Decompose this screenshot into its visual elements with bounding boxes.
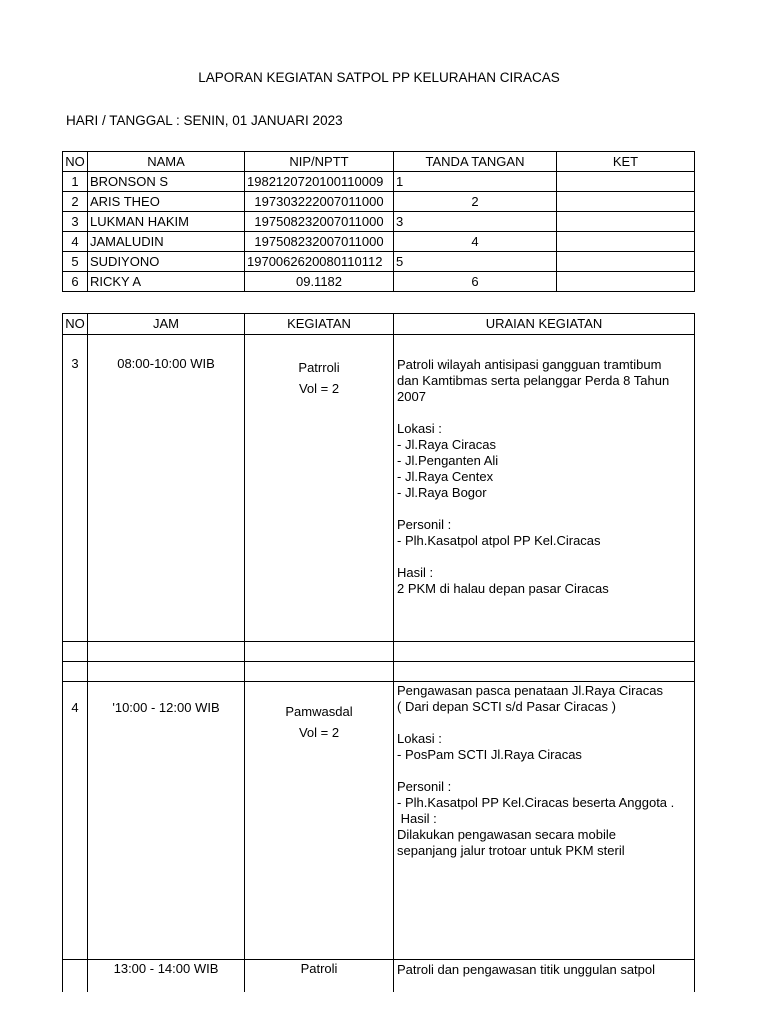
table-row	[63, 272, 695, 292]
uraian-line: 2007	[397, 389, 426, 404]
activity-kegiatan: Patroli	[300, 961, 338, 976]
uraian-line: - Jl.Penganten Ali	[397, 453, 499, 468]
table-row	[63, 232, 695, 252]
uraian-line: Personil :	[397, 517, 452, 532]
activity-no-cell	[63, 335, 88, 642]
activity-uraian-cell	[394, 682, 695, 960]
row-nip: 1970062620080110112	[245, 252, 394, 272]
activity-header-row	[63, 314, 695, 335]
header-jam: JAM	[88, 314, 245, 335]
activity-jam-cell	[88, 682, 245, 960]
row-ket	[557, 272, 695, 292]
activity-jam: '10:00 - 12:00 WIB	[112, 700, 220, 715]
uraian-line: Patroli wilayah antisipasi gangguan tramtibum	[397, 357, 662, 372]
row-ket	[557, 252, 695, 272]
row-tanda-tangan: 4	[394, 232, 557, 252]
uraian-line: - Plh.Kasatpol atpol PP Kel.Ciracas	[397, 533, 601, 548]
table-row	[63, 192, 695, 212]
row-tanda-tangan: 1	[394, 172, 557, 192]
row-tanda-tangan: 3	[394, 212, 557, 232]
header-uraian-kegiatan: URAIAN KEGIATAN	[394, 314, 695, 335]
row-ket	[557, 192, 695, 212]
empty-row	[63, 662, 695, 682]
activity-jam: 13:00 - 14:00 WIB	[113, 961, 219, 976]
uraian-line: Hasil :	[397, 565, 434, 580]
row-ket	[557, 232, 695, 252]
row-ket	[557, 172, 695, 192]
activity-uraian-cell	[394, 335, 695, 642]
header-tanda-tangan: TANDA TANGAN	[394, 152, 557, 172]
uraian-line	[397, 763, 691, 779]
row-nip: 197303222007011000	[245, 192, 394, 212]
activity-kegiatan-cell	[245, 335, 394, 642]
table-row	[63, 212, 695, 232]
uraian-line: dan Kamtibmas serta pelanggar Perda 8 Tahun	[397, 373, 670, 388]
uraian-line	[397, 501, 691, 517]
row-tanda-tangan: 6	[394, 272, 557, 292]
header-nama: NAMA	[88, 152, 245, 172]
table-row	[63, 252, 695, 272]
row-nama: BRONSON S	[88, 172, 245, 192]
uraian-line: - Plh.Kasatpol PP Kel.Ciracas beserta Anggota .	[397, 795, 675, 810]
row-nama: LUKMAN HAKIM	[88, 212, 245, 232]
row-nama: JAMALUDIN	[88, 232, 245, 252]
activity-kegiatan: Pamwasdal	[285, 704, 353, 719]
activity-kegiatan-cell	[245, 960, 394, 993]
table-row	[63, 960, 695, 993]
uraian-line: Hasil :	[397, 811, 437, 826]
header-no: NO	[63, 152, 88, 172]
empty-row	[63, 642, 695, 662]
uraian-line: - PosPam SCTI Jl.Raya Ciracas	[397, 747, 582, 762]
activity-no-cell	[63, 960, 88, 993]
row-nip: 09.1182	[245, 272, 394, 292]
row-no: 4	[63, 232, 88, 252]
table-row	[63, 682, 695, 960]
row-nama: RICKY A	[88, 272, 245, 292]
row-tanda-tangan: 2	[394, 192, 557, 212]
activity-table	[62, 313, 695, 992]
staff-table	[62, 151, 695, 292]
row-ket	[557, 212, 695, 232]
uraian-line: Personil :	[397, 779, 452, 794]
table-row	[63, 172, 695, 192]
row-nip: 197508232007011000	[245, 232, 394, 252]
uraian-line: Lokasi :	[397, 421, 442, 436]
row-no: 2	[63, 192, 88, 212]
uraian-line: - Jl.Raya Centex	[397, 469, 494, 484]
document-title: LAPORAN KEGIATAN SATPOL PP KELURAHAN CIRACAS	[198, 70, 560, 85]
uraian-line	[397, 405, 691, 421]
activity-jam: 08:00-10:00 WIB	[117, 356, 215, 371]
uraian-line: Lokasi :	[397, 731, 442, 746]
activity-no: 4	[71, 700, 79, 715]
activity-kegiatan-cell	[245, 682, 394, 960]
uraian-line	[397, 549, 691, 565]
activity-kegiatan: Patrroli	[298, 360, 340, 375]
uraian-line: Dilakukan pengawasan secara mobile	[397, 827, 616, 842]
row-no: 1	[63, 172, 88, 192]
row-tanda-tangan: 5	[394, 252, 557, 272]
row-no: 5	[63, 252, 88, 272]
table-row	[63, 335, 695, 642]
activity-uraian-cell	[394, 960, 695, 993]
uraian-line: - Jl.Raya Bogor	[397, 485, 487, 500]
uraian-line: Pengawasan pasca penataan Jl.Raya Ciracas	[397, 683, 663, 698]
uraian-line: - Jl.Raya Ciracas	[397, 437, 496, 452]
date-line: HARI / TANGGAL : SENIN, 01 JANUARI 2023	[66, 113, 343, 128]
activity-no: 3	[71, 356, 79, 371]
row-nama: ARIS THEO	[88, 192, 245, 212]
header-nip: NIP/NPTT	[245, 152, 394, 172]
uraian-line: sepanjang jalur trotoar untuk PKM steril	[397, 843, 625, 858]
uraian-line: 2 PKM di halau depan pasar Ciracas	[397, 581, 609, 596]
activity-jam-cell	[88, 335, 245, 642]
uraian-line	[397, 715, 691, 731]
activity-no-cell	[63, 682, 88, 960]
row-no: 3	[63, 212, 88, 232]
header-kegiatan: KEGIATAN	[245, 314, 394, 335]
staff-header-row	[63, 152, 695, 172]
header-ket: KET	[557, 152, 695, 172]
activity-jam-cell	[88, 960, 245, 993]
uraian-line: ( Dari depan SCTI s/d Pasar Ciracas )	[397, 699, 616, 714]
activity-vol: Vol = 2	[298, 381, 340, 396]
row-nama: SUDIYONO	[88, 252, 245, 272]
activity-vol: Vol = 2	[298, 725, 340, 740]
row-no: 6	[63, 272, 88, 292]
uraian-line: Patroli dan pengawasan titik unggulan satpol	[397, 962, 656, 977]
row-nip: 197508232007011000	[245, 212, 394, 232]
header-no: NO	[63, 314, 88, 335]
row-nip: 1982120720100110009	[245, 172, 394, 192]
